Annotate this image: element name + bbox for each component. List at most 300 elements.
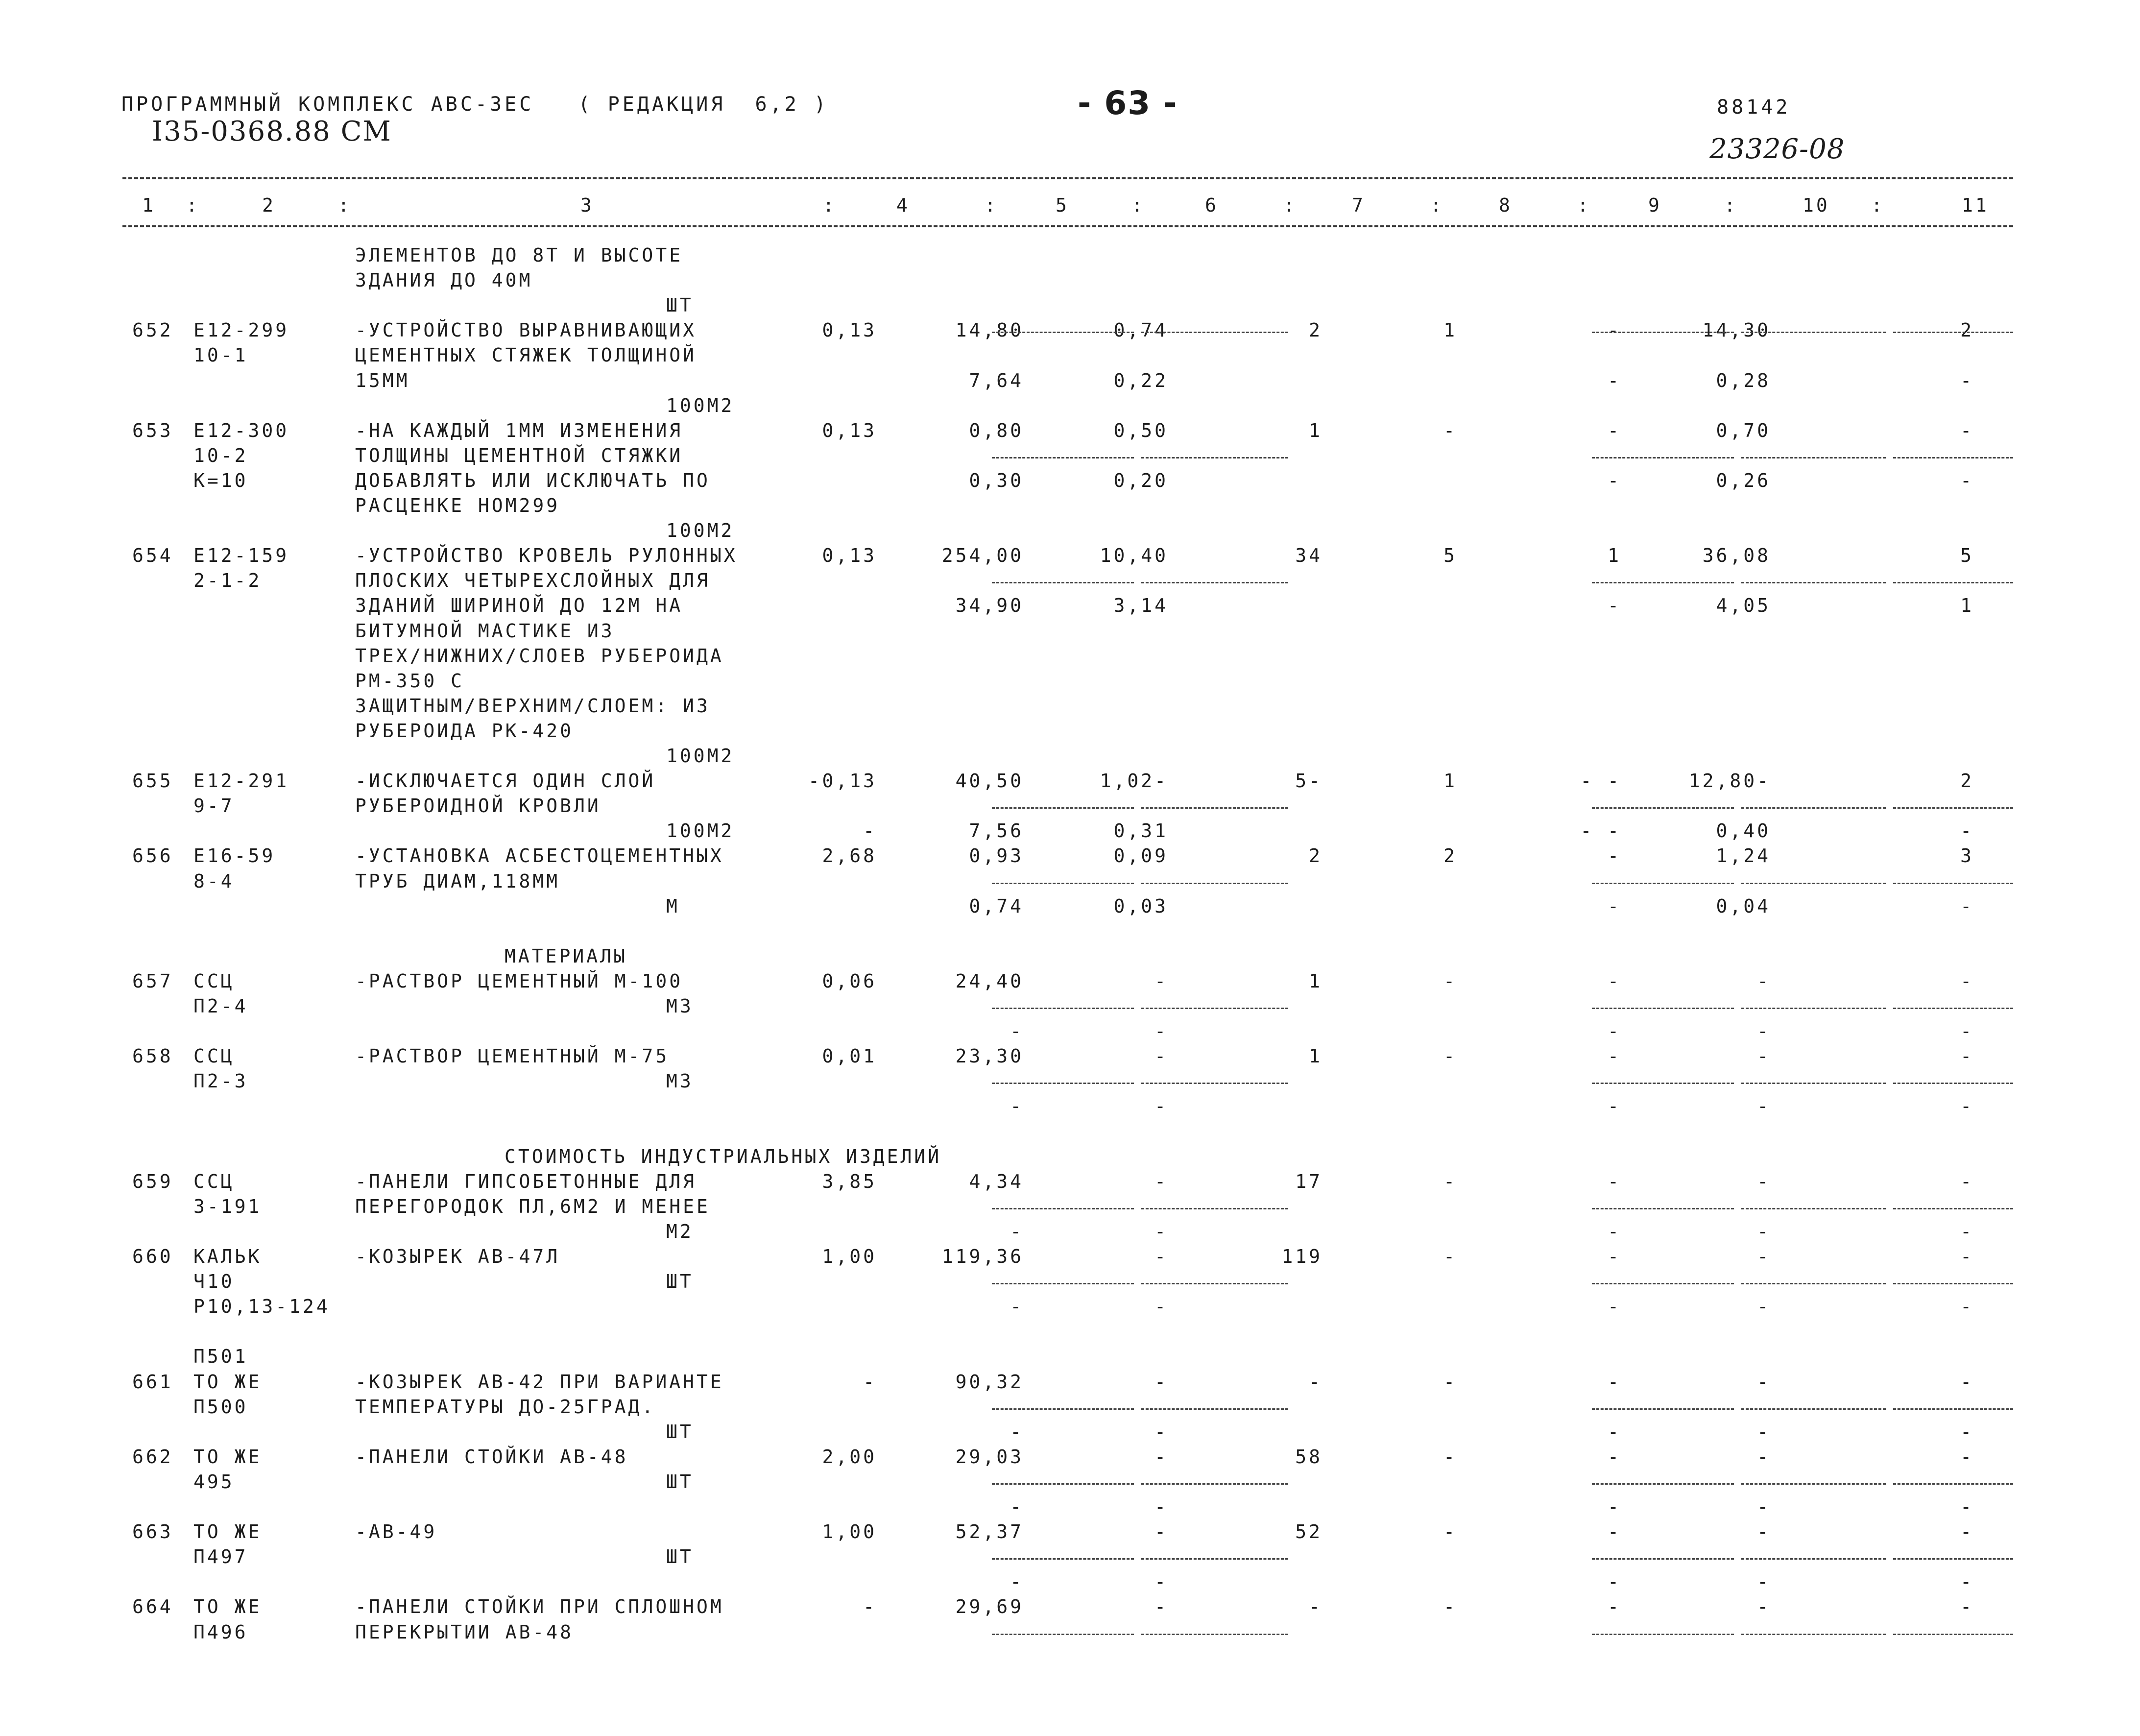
program-header: ПРОГРАММНЫЙ КОМПЛЕКС АВС-3ЕС ( РЕДАКЦИЯ 6,2 ) — [121, 93, 829, 116]
machine-cost: - — [1608, 1246, 1621, 1267]
unit-wages: 3,14 — [1113, 595, 1168, 616]
labor-total: - — [1960, 820, 1974, 842]
unit-wages: 0,31 — [1113, 820, 1168, 842]
unit-cost: 40,50 — [955, 770, 1024, 792]
column-separator: : — [1131, 194, 1145, 216]
subtotal-dash-labor — [1741, 582, 1886, 583]
total-cost: 1 — [1309, 420, 1322, 441]
work-description: -ПАНЕЛИ СТОЙКИ ПРИ СПЛОШНОМ — [355, 1596, 724, 1617]
work-description: -УСТАНОВКА АСБЕСТОЦЕМЕНТНЫХ — [355, 845, 724, 867]
labor-cost: - — [1757, 1171, 1771, 1192]
subtotal-dash-wages — [1141, 332, 1288, 333]
machine-cost: - — [1608, 1221, 1621, 1242]
rate-code: П500 — [193, 1396, 248, 1418]
labor-cost: - — [1757, 1095, 1771, 1117]
subtotal-dash-cost — [992, 1083, 1134, 1084]
machine-cost: - — [1608, 595, 1621, 616]
machine-cost: - — [1608, 845, 1621, 867]
item-number: 663 — [132, 1521, 173, 1543]
labor-cost: 36,08 — [1702, 545, 1771, 566]
rate-code: ССЦ — [193, 970, 235, 992]
rate-code: 3-191 — [193, 1196, 262, 1217]
work-description: ТРУБ ДИАМ,118ММ — [355, 870, 560, 892]
subtotal-dash-machine — [1592, 1634, 1734, 1635]
unit-cost: 52,37 — [955, 1521, 1024, 1543]
total-wages: - — [1443, 1596, 1457, 1617]
rate-code: 10-1 — [193, 344, 248, 366]
subtotal-dash-labor-total — [1893, 1408, 2013, 1410]
unit-cost: 34,90 — [955, 595, 1024, 616]
subtotal-dash-machine — [1592, 1283, 1734, 1284]
column-separator: : — [1283, 194, 1297, 216]
subtotal-dash-machine — [1592, 883, 1734, 884]
unit-wages: - — [1154, 1521, 1168, 1543]
labor-total: - — [1960, 1296, 1974, 1317]
quantity: - — [863, 1596, 877, 1617]
machine-cost: - — [1608, 1171, 1621, 1192]
subtotal-dash-machine — [1592, 1208, 1734, 1209]
labor-total: 1 — [1960, 595, 1974, 616]
work-description: -КОЗЫРЕК АВ-47Л — [355, 1246, 560, 1267]
total-wages: - — [1443, 1045, 1457, 1067]
work-description: ПЕРЕКРЫТИИ АВ-48 — [355, 1621, 574, 1643]
labor-cost: - — [1757, 1296, 1771, 1317]
machine-cost: - — [1608, 370, 1621, 391]
labor-cost: 1,24 — [1716, 845, 1771, 867]
subtotal-dash-cost — [992, 1283, 1134, 1284]
subtotal-dash-cost — [992, 1408, 1134, 1410]
item-number: 654 — [132, 545, 173, 566]
labor-total: - — [1960, 1221, 1974, 1242]
labor-cost: - — [1757, 1371, 1771, 1393]
subtotal-dash-labor-total — [1893, 1283, 2013, 1284]
labor-cost: - — [1757, 1221, 1771, 1242]
rate-code: ТО ЖЕ — [193, 1521, 262, 1543]
subtotal-dash-cost — [992, 807, 1134, 809]
column-header-7: 7 — [1352, 194, 1366, 216]
rate-code: Р10,13-124 — [193, 1296, 330, 1317]
machine-cost: - — [1608, 1296, 1621, 1317]
labor-total: - — [1960, 1020, 1974, 1042]
rate-code: Е16-59 — [193, 845, 276, 867]
unit-cost: 29,69 — [955, 1596, 1024, 1617]
column-separator: : — [823, 194, 837, 216]
labor-cost: - — [1757, 1446, 1771, 1468]
item-number: 653 — [132, 420, 173, 441]
work-description: БИТУМНОЙ МАСТИКЕ ИЗ — [355, 620, 615, 642]
machine-cost: - — [1608, 1095, 1621, 1117]
unit-cost: - — [1010, 1095, 1024, 1117]
unit-wages: 0,09 — [1113, 845, 1168, 867]
labor-total: - — [1960, 1496, 1974, 1518]
total-cost: 1 — [1309, 1045, 1322, 1067]
labor-total: - — [1960, 1171, 1974, 1192]
work-description: -КОЗЫРЕК АВ-42 ПРИ ВАРИАНТЕ — [355, 1371, 724, 1393]
header-bottom-rule — [122, 225, 2013, 227]
unit-cost: 24,40 — [955, 970, 1024, 992]
quantity: 1,00 — [822, 1521, 877, 1543]
rate-code: П2-4 — [193, 995, 248, 1017]
labor-cost: 0,04 — [1716, 895, 1771, 917]
document-code: I35-0368.88 СМ — [152, 116, 392, 147]
labor-cost: - — [1757, 1020, 1771, 1042]
rate-code: ТО ЖЕ — [193, 1371, 262, 1393]
unit-wages: 0,20 — [1113, 470, 1168, 491]
machine-cost: - — [1608, 1596, 1621, 1617]
subtotal-dash-labor — [1741, 883, 1886, 884]
subtotal-dash-labor-total — [1893, 1083, 2013, 1084]
unit-wages: - — [1154, 1020, 1168, 1042]
labor-cost: 12,80- — [1688, 770, 1771, 792]
subtotal-dash-wages — [1141, 1008, 1288, 1009]
total-cost: 58 — [1295, 1446, 1322, 1468]
column-header-4: 4 — [896, 194, 910, 216]
unit-label: ШТ — [666, 1271, 694, 1292]
unit-wages: 0,50 — [1113, 420, 1168, 441]
labor-total: 5 — [1960, 545, 1974, 566]
subtotal-dash-wages — [1141, 883, 1288, 884]
rate-code: П496 — [193, 1621, 248, 1643]
unit-wages: - — [1154, 1496, 1168, 1518]
labor-total: 3 — [1960, 845, 1974, 867]
total-cost: 17 — [1295, 1171, 1322, 1192]
unit-cost: 29,03 — [955, 1446, 1024, 1468]
labor-cost: - — [1757, 1596, 1771, 1617]
labor-total: - — [1960, 370, 1974, 391]
subtotal-dash-labor-total — [1893, 1008, 2013, 1009]
unit-cost: - — [1010, 1221, 1024, 1242]
work-description: -ИСКЛЮЧАЕТСЯ ОДИН СЛОЙ — [355, 770, 656, 792]
quantity: 3,85 — [822, 1171, 877, 1192]
rate-code: Е12-159 — [193, 545, 289, 566]
unit-cost: - — [1010, 1496, 1024, 1518]
labor-total: - — [1960, 895, 1974, 917]
work-description: ДОБАВЛЯТЬ ИЛИ ИСКЛЮЧАТЬ ПО — [355, 470, 710, 491]
work-description: ЗДАНИЙ ШИРИНОЙ ДО 12М НА — [355, 595, 683, 616]
column-separator: : — [338, 194, 352, 216]
unit-wages: 0,03 — [1113, 895, 1168, 917]
total-wages: - — [1443, 1246, 1457, 1267]
labor-cost: - — [1757, 1571, 1771, 1592]
unit-label: ШТ — [666, 1546, 694, 1567]
machine-cost: - - — [1580, 820, 1621, 842]
unit-wages: - — [1154, 1421, 1168, 1443]
unit-label: ШТ — [666, 1421, 694, 1443]
rate-code: 10-2 — [193, 445, 248, 466]
total-wages: - — [1443, 420, 1457, 441]
unit-cost: 90,32 — [955, 1371, 1024, 1393]
subtotal-dash-cost — [992, 457, 1134, 458]
item-number: 657 — [132, 970, 173, 992]
subtotal-dash-labor — [1741, 1634, 1886, 1635]
quantity: 0,13 — [822, 319, 877, 341]
quantity: 0,13 — [822, 770, 877, 792]
unit-label: 100М2 — [666, 745, 735, 767]
unit-label: ШТ — [666, 294, 694, 316]
rate-code: 9-7 — [193, 795, 235, 817]
total-cost: 2 — [1309, 319, 1322, 341]
total-wages: - — [1443, 1446, 1457, 1468]
subtotal-dash-cost — [992, 1634, 1134, 1635]
unit-wages: - — [1154, 1095, 1168, 1117]
unit-wages: 0,74 — [1113, 319, 1168, 341]
subtotal-dash-wages — [1141, 457, 1288, 458]
unit-wages: - — [1154, 1596, 1168, 1617]
labor-cost: 0,40 — [1716, 820, 1771, 842]
labor-total: - — [1960, 970, 1974, 992]
item-number: 662 — [132, 1446, 173, 1468]
labor-total: - — [1960, 420, 1974, 441]
labor-total: 2 — [1960, 770, 1974, 792]
item-number: 664 — [132, 1596, 173, 1617]
rate-code: К=10 — [193, 470, 248, 491]
subtotal-dash-machine — [1592, 807, 1734, 809]
unit-label: 100М2 — [666, 520, 735, 541]
subtotal-dash-wages — [1141, 807, 1288, 809]
unit-label: М3 — [666, 1070, 694, 1092]
handwritten-number: 23326-08 — [1709, 133, 1845, 165]
subtotal-dash-cost — [992, 1008, 1134, 1009]
unit-label: М3 — [666, 995, 694, 1017]
column-header-9: 9 — [1648, 194, 1662, 216]
total-wages: 5 — [1443, 545, 1457, 566]
unit-wages: - — [1154, 1246, 1168, 1267]
work-description: -УСТРОЙСТВО ВЫРАВНИВАЮЩИХ — [355, 319, 697, 341]
unit-cost: 7,64 — [969, 370, 1024, 391]
labor-total: - — [1960, 1045, 1974, 1067]
subtotal-dash-wages — [1141, 1634, 1288, 1635]
machine-cost: - — [1608, 895, 1621, 917]
subtotal-dash-wages — [1141, 1208, 1288, 1209]
rate-code: Е12-291 — [193, 770, 289, 792]
unit-cost: 7,56 — [969, 820, 1024, 842]
item-number: 656 — [132, 845, 173, 867]
machine-cost: - — [1608, 420, 1621, 441]
subtotal-dash-cost — [992, 582, 1134, 583]
labor-total: - — [1960, 1095, 1974, 1117]
minus-sign: - — [808, 770, 822, 792]
subtotal-dash-labor — [1741, 807, 1886, 809]
column-separator: : — [1724, 194, 1738, 216]
unit-cost: 0,93 — [969, 845, 1024, 867]
column-separator: : — [186, 194, 200, 216]
work-description: -РАСТВОР ЦЕМЕНТНЫЙ М-100 — [355, 970, 683, 992]
total-cost: 2 — [1309, 845, 1322, 867]
labor-total: - — [1960, 1571, 1974, 1592]
subtotal-dash-wages — [1141, 1083, 1288, 1084]
labor-total: - — [1960, 1596, 1974, 1617]
rate-code: Е12-300 — [193, 420, 289, 441]
labor-cost: - — [1757, 1246, 1771, 1267]
total-cost: 34 — [1295, 545, 1322, 566]
column-header-1: 1 — [142, 194, 156, 216]
unit-label: М2 — [666, 1221, 694, 1242]
rate-code: ССЦ — [193, 1171, 235, 1192]
subtotal-dash-machine — [1592, 1008, 1734, 1009]
rate-code: ТО ЖЕ — [193, 1446, 262, 1468]
machine-cost: - — [1608, 1421, 1621, 1443]
total-wages: - — [1443, 1171, 1457, 1192]
total-cost: 52 — [1295, 1521, 1322, 1543]
machine-cost: - — [1608, 1496, 1621, 1518]
rate-code: ТО ЖЕ — [193, 1596, 262, 1617]
work-description: ТЕМПЕРАТУРЫ ДО-25ГРАД. — [355, 1396, 656, 1418]
machine-cost: - — [1608, 1045, 1621, 1067]
subtotal-dash-machine — [1592, 332, 1734, 333]
work-description: РУБЕРОИДНОЙ КРОВЛИ — [355, 795, 601, 817]
section-heading: СТОИМОСТЬ ИНДУСТРИАЛЬНЫХ ИЗДЕЛИЙ — [505, 1146, 942, 1167]
column-separator: : — [1430, 194, 1444, 216]
unit-cost: 14,80 — [955, 319, 1024, 341]
subtotal-dash-labor — [1741, 332, 1886, 333]
labor-cost: 0,26 — [1716, 470, 1771, 491]
page-number: - 63 - — [1078, 84, 1178, 122]
subtotal-dash-labor — [1741, 457, 1886, 458]
unit-wages: 10,40 — [1100, 545, 1168, 566]
quantity: 0,13 — [822, 420, 877, 441]
subtotal-dash-wages — [1141, 1483, 1288, 1485]
unit-wages: 0,22 — [1113, 370, 1168, 391]
subtotal-dash-labor-total — [1893, 1483, 2013, 1485]
quantity: 2,00 — [822, 1446, 877, 1468]
subtotal-dash-cost — [992, 1558, 1134, 1560]
subtotal-dash-machine — [1592, 1083, 1734, 1084]
unit-wages: - — [1154, 1171, 1168, 1192]
quantity: - — [863, 820, 877, 842]
quantity: 0,06 — [822, 970, 877, 992]
work-description: ЗДАНИЯ ДО 40М — [355, 269, 533, 291]
quantity: 0,01 — [822, 1045, 877, 1067]
labor-total: - — [1960, 470, 1974, 491]
column-header-11: 11 — [1962, 194, 1989, 216]
unit-cost: 254,00 — [941, 545, 1024, 566]
work-description: ПЛОСКИХ ЧЕТЫРЕХСЛОЙНЫХ ДЛЯ — [355, 570, 710, 591]
machine-cost: - — [1608, 470, 1621, 491]
subtotal-dash-labor — [1741, 1083, 1886, 1084]
labor-cost: 14,30 — [1702, 319, 1771, 341]
item-number: 660 — [132, 1246, 173, 1267]
total-wages: - — [1443, 1371, 1457, 1393]
unit-wages: - — [1154, 1221, 1168, 1242]
unit-wages: - — [1154, 1296, 1168, 1317]
rate-code: КАЛЬК — [193, 1246, 262, 1267]
total-wages: 2 — [1443, 845, 1457, 867]
total-wages: - — [1443, 1521, 1457, 1543]
unit-cost: 119,36 — [941, 1246, 1024, 1267]
work-description: ТРЕХ/НИЖНИХ/СЛОЕВ РУБЕРОИДА — [355, 645, 724, 667]
column-header-6: 6 — [1205, 194, 1219, 216]
subtotal-dash-labor-total — [1893, 457, 2013, 458]
subtotal-dash-labor-total — [1893, 1558, 2013, 1560]
machine-cost: - - — [1580, 770, 1621, 792]
subtotal-dash-labor — [1741, 1483, 1886, 1485]
quantity: - — [863, 1371, 877, 1393]
machine-cost: - — [1608, 319, 1621, 341]
unit-cost: 23,30 — [955, 1045, 1024, 1067]
subtotal-dash-labor — [1741, 1208, 1886, 1209]
unit-wages: - — [1154, 970, 1168, 992]
unit-label: 100М2 — [666, 820, 735, 842]
subtotal-dash-machine — [1592, 1483, 1734, 1485]
work-description: ТОЛЩИНЫ ЦЕМЕНТНОЙ СТЯЖКИ — [355, 445, 683, 466]
machine-cost: - — [1608, 1521, 1621, 1543]
labor-total: - — [1960, 1521, 1974, 1543]
subtotal-dash-labor-total — [1893, 582, 2013, 583]
subtotal-dash-machine — [1592, 1408, 1734, 1410]
column-header-3: 3 — [580, 194, 594, 216]
subtotal-dash-labor-total — [1893, 807, 2013, 809]
labor-cost: - — [1757, 1496, 1771, 1518]
unit-wages: - — [1154, 1446, 1168, 1468]
machine-cost: 1 — [1608, 545, 1621, 566]
total-cost: 5- — [1295, 770, 1322, 792]
work-description: -УСТРОЙСТВО КРОВЕЛЬ РУЛОННЫХ — [355, 545, 738, 566]
machine-cost: - — [1608, 1020, 1621, 1042]
unit-cost: 0,74 — [969, 895, 1024, 917]
item-number: 655 — [132, 770, 173, 792]
rate-code: Е12-299 — [193, 319, 289, 341]
labor-cost: 0,28 — [1716, 370, 1771, 391]
labor-cost: - — [1757, 1421, 1771, 1443]
item-number: 658 — [132, 1045, 173, 1067]
item-number: 659 — [132, 1171, 173, 1192]
subtotal-dash-wages — [1141, 1558, 1288, 1560]
quantity: 0,13 — [822, 545, 877, 566]
column-header-8: 8 — [1499, 194, 1513, 216]
work-description: ЗАЩИТНЫМ/ВЕРХНИМ/СЛОЕМ: ИЗ — [355, 695, 710, 717]
unit-cost: - — [1010, 1020, 1024, 1042]
total-wages: - — [1443, 970, 1457, 992]
work-description: 15ММ — [355, 370, 410, 391]
unit-cost: 0,30 — [969, 470, 1024, 491]
labor-total: - — [1960, 1421, 1974, 1443]
subtotal-dash-machine — [1592, 1558, 1734, 1560]
machine-cost: - — [1608, 1571, 1621, 1592]
subtotal-dash-labor — [1741, 1283, 1886, 1284]
column-header-10: 10 — [1803, 194, 1830, 216]
unit-cost: - — [1010, 1296, 1024, 1317]
rate-code: 2-1-2 — [193, 570, 262, 591]
machine-cost: - — [1608, 1446, 1621, 1468]
quantity: 2,68 — [822, 845, 877, 867]
total-cost: - — [1309, 1371, 1322, 1393]
work-description: ПЕРЕГОРОДОК ПЛ,6М2 И МЕНЕЕ — [355, 1196, 710, 1217]
subtotal-dash-machine — [1592, 582, 1734, 583]
unit-wages: - — [1154, 1045, 1168, 1067]
subtotal-dash-labor-total — [1893, 332, 2013, 333]
subtotal-dash-labor — [1741, 1008, 1886, 1009]
work-description: ЦЕМЕНТНЫХ СТЯЖЕК ТОЛЩИНОЙ — [355, 344, 697, 366]
work-description: РМ-350 С — [355, 670, 465, 692]
unit-wages: - — [1154, 1371, 1168, 1393]
rate-code: 8-4 — [193, 870, 235, 892]
column-separator: : — [1871, 194, 1885, 216]
total-cost: 119 — [1281, 1246, 1322, 1267]
total-cost: - — [1309, 1596, 1322, 1617]
column-header-2: 2 — [262, 194, 276, 216]
work-description: -НА КАЖДЫЙ 1ММ ИЗМЕНЕНИЯ — [355, 420, 683, 441]
unit-cost: 0,80 — [969, 420, 1024, 441]
labor-cost: - — [1757, 970, 1771, 992]
unit-label: ШТ — [666, 1471, 694, 1493]
work-description: -РАСТВОР ЦЕМЕНТНЫЙ М-75 — [355, 1045, 670, 1067]
subtotal-dash-wages — [1141, 1283, 1288, 1284]
labor-total: - — [1960, 1371, 1974, 1393]
subtotal-dash-cost — [992, 1208, 1134, 1209]
work-description: РУБЕРОИДА РК-420 — [355, 720, 574, 742]
unit-wages: - — [1154, 1571, 1168, 1592]
subtotal-dash-cost — [992, 883, 1134, 884]
